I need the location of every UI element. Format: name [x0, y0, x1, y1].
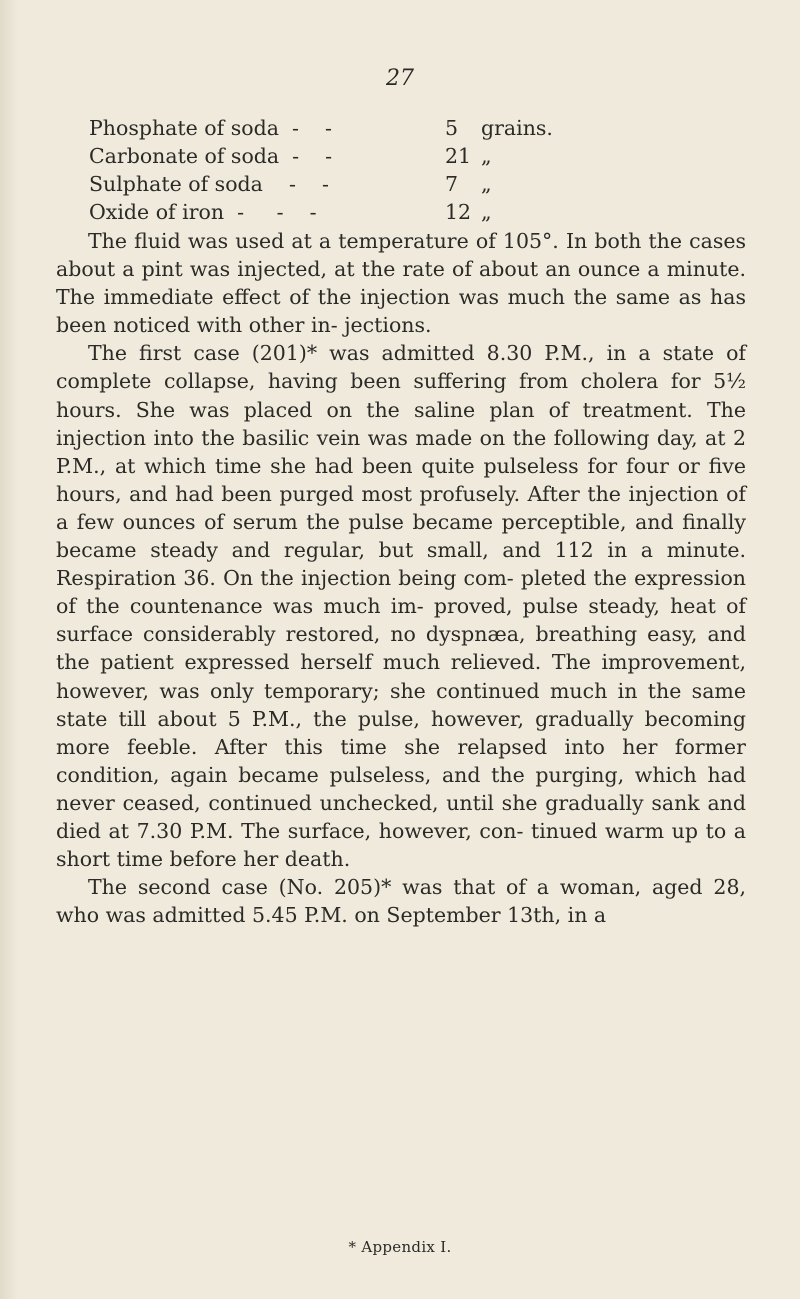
ingredient-name: Oxide of iron - - -	[89, 200, 317, 224]
ingredient-list	[89, 114, 553, 226]
ingredient-name: Sulphate of soda - -	[89, 172, 329, 196]
paragraph-first-case: The first case (201)* was admitted 8.30 P.M., in a state of complete collapse, having been suffering from cholera for 5½ hours. She was placed on the saline plan of treatment. The injection into the basilic vein was made on the following day, at 2 P.M., at which time she had been quite pulseless for four or five hours, and had been purged most profusely. After the injection of a few ounces of serum the pulse became perceptible, and finally became steady and regular, but small, and 112 in a minute. Respiration 36. On the injection being com- pleted the expression of the countenance was much im- proved, pulse steady, heat of surface considerably restored, no dyspnæa, breathing easy, and the patient expressed herself much relieved. The improvement, however, was only temporary; she continued much in the same state till about 5 P.M., the pulse, however, gradually becoming more feeble. After this time she relapsed into her former condition, again became pulseless, and the purging, which had never ceased, continued unchecked, until she gradually sank and died at 7.30 P.M. The surface, however, con- tinued warm up to a short time before her death.	[56, 341, 746, 872]
ingredient-amount: 21	[445, 144, 472, 168]
ingredient-unit: „	[481, 172, 492, 196]
ingredient-row	[89, 114, 553, 142]
paragraph-fluid-temperature: The fluid was used at a temperature of 105°. In both the cases about a pint was injected, at the rate of about an ounce a minute. The immediate effect of the injection was much the same as has been noticed with other in- jections.	[56, 229, 746, 338]
ingredient-row	[89, 142, 553, 170]
body-text	[56, 227, 746, 929]
ingredient-row	[89, 198, 553, 226]
ingredient-amount: 7	[445, 172, 459, 196]
ingredient-unit: „	[481, 144, 492, 168]
footnote: * Appendix I.	[348, 1238, 452, 1256]
ingredient-unit: „	[481, 200, 492, 224]
ingredient-name: Carbonate of soda - -	[89, 144, 333, 168]
ingredient-name: Phosphate of soda - -	[89, 116, 332, 140]
ingredient-unit: grains.	[481, 116, 553, 140]
ingredient-row	[89, 170, 553, 198]
page-number: 27	[386, 66, 414, 91]
paragraph-second-case: The second case (No. 205)* was that of a woman, aged 28, who was admitted 5.45 P.M. on September 13th, in a	[56, 875, 746, 928]
ingredient-amount: 5	[445, 116, 459, 140]
ingredient-amount: 12	[445, 200, 472, 224]
